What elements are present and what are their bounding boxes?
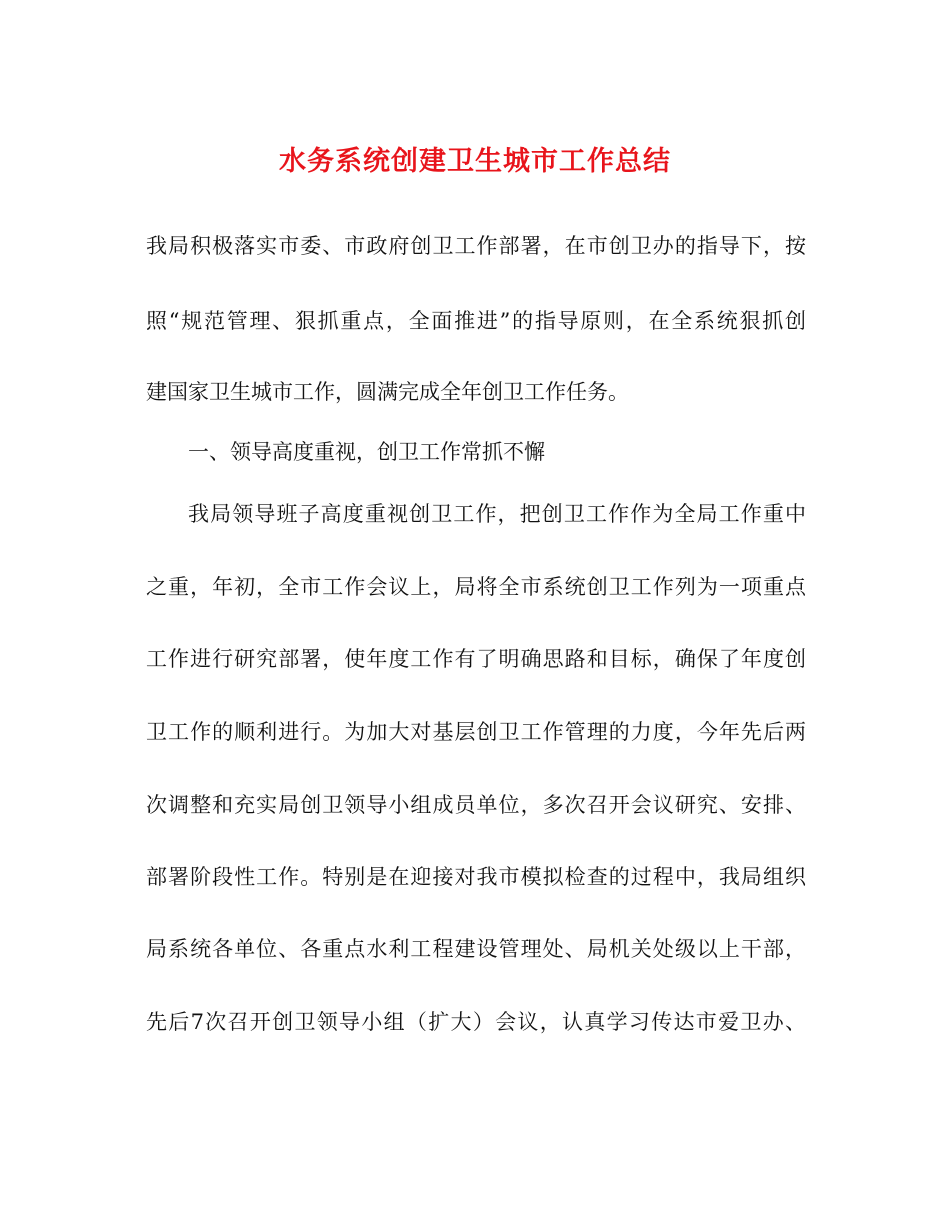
body-line-2: 照“规范管理、狠抓重点，全面推进”的指导原则，在全系统狠抓创 xyxy=(146,309,806,333)
document-title: 水务系统创建卫生城市工作总结 xyxy=(279,146,671,177)
body-line-11: 局系统各单位、各重点水利工程建设管理处、局机关处级以上干部， xyxy=(146,937,806,961)
body-line-5: 我局领导班子高度重视创卫工作，把创卫工作作为全局工作重中 xyxy=(188,502,806,526)
body-line-1: 我局积极落实市委、市政府创卫工作部署，在市创卫办的指导下，按 xyxy=(146,234,806,258)
body-line-9: 次调整和充实局创卫领导小组成员单位，多次召开会议研究、安排、 xyxy=(146,793,806,817)
body-line-12: 先后7次召开创卫领导小组（扩大）会议，认真学习传达市爱卫办、 xyxy=(146,1010,806,1034)
body-line-10: 部署阶段性工作。特别是在迎接对我市模拟检查的过程中，我局组织 xyxy=(146,865,806,889)
body-line-7: 工作进行研究部署，使年度工作有了明确思路和目标，确保了年度创 xyxy=(146,647,806,671)
body-line-3: 建国家卫生城市工作，圆满完成全年创卫工作任务。 xyxy=(146,380,629,404)
body-line-6: 之重，年初，全市工作会议上，局将全市系统创卫工作列为一项重点 xyxy=(146,575,806,599)
body-line-8: 卫工作的顺利进行。为加大对基层创卫工作管理的力度，今年先后两 xyxy=(146,720,806,744)
section-heading-1: 一、领导高度重视，创卫工作常抓不懈 xyxy=(188,440,545,464)
